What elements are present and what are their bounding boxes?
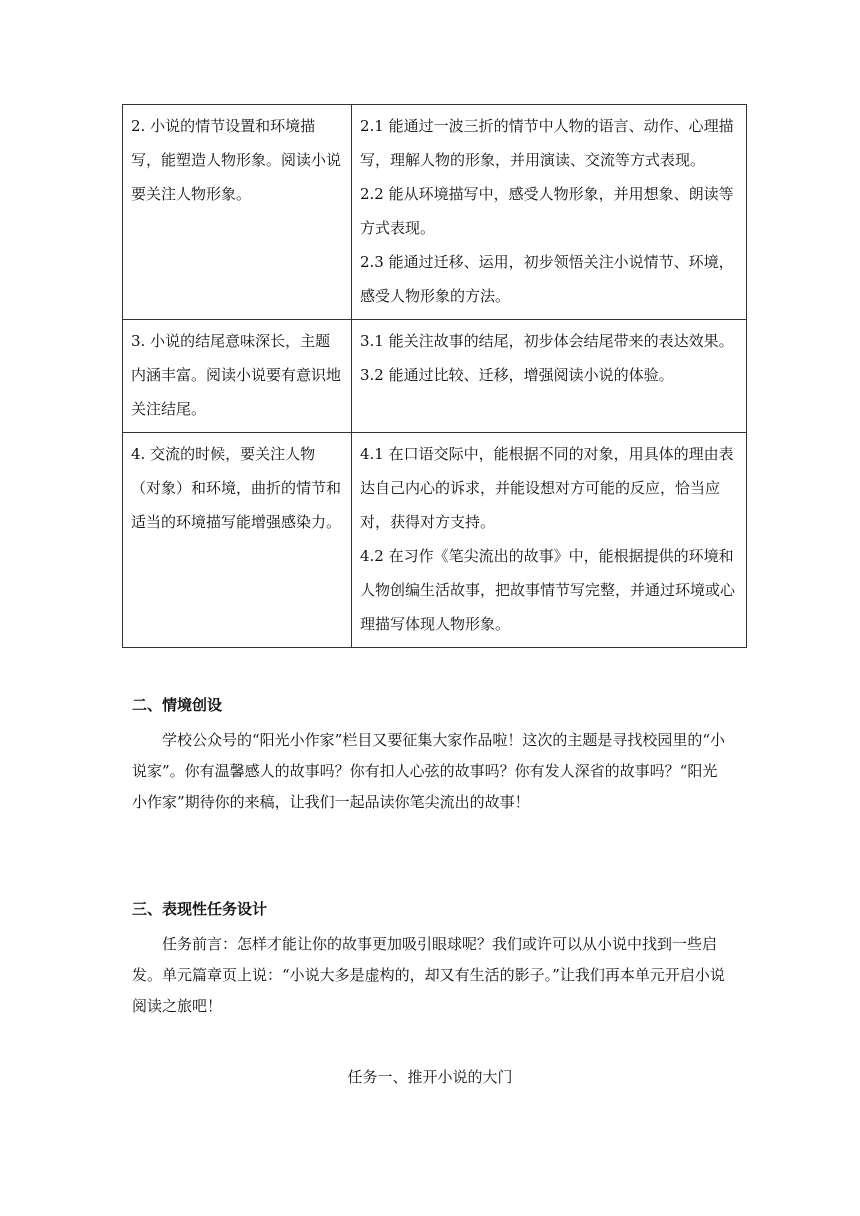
goal-item: 4.1 在口语交际中，能根据不同的对象，用具体的理由表达自己内心的诉求，并能设想对方可能的反应，恰当应对，获得对方支持。 xyxy=(360,445,734,531)
key-point-text: 4. 交流的时候，要关注人物（对象）和环境，曲折的情节和适当的环境描写能增强感染力。 xyxy=(131,445,342,531)
key-point-text: 2. 小说的情节设置和环境描写，能塑造人物形象。阅读小说要关注人物形象。 xyxy=(131,117,342,203)
learning-goals-table xyxy=(122,104,747,648)
table-row xyxy=(123,105,747,320)
goal-item: 4.2 在习作《笔尖流出的故事》中，能根据提供的环境和人物创编生活故事，把故事情节写完整，并通过环境或心理描写体现人物形象。 xyxy=(360,547,736,633)
section-heading-scenario: 二、情境创设 xyxy=(132,696,223,714)
key-point-cell xyxy=(123,320,352,433)
key-point-cell xyxy=(123,105,352,320)
goal-item: 2.3 能通过迁移、运用，初步领悟关注小说情节、环境，感受人物形象的方法。 xyxy=(360,253,734,305)
table-row xyxy=(123,320,747,433)
goal-item: 3.2 能通过比较、迁移，增强阅读小说的体验。 xyxy=(360,366,674,384)
table-row xyxy=(123,433,747,648)
key-point-text: 3. 小说的结尾意味深长，主题内涵丰富。阅读小说要有意识地关注结尾。 xyxy=(131,332,342,418)
goals-cell xyxy=(352,105,747,320)
goals-cell xyxy=(352,433,747,648)
key-point-cell xyxy=(123,433,352,648)
scenario-paragraph: 学校公众号的“阳光小作家”栏目又要征集大家作品啦！这次的主题是寻找校园里的“小说家”。你有温馨感人的故事吗？你有扣人心弦的故事吗？你有发人深省的故事吗？“阳光小作家”期待你的来稿，让我们一起品读你笔尖流出的故事！ xyxy=(132,731,726,811)
goal-item: 2.1 能通过一波三折的情节中人物的语言、动作、心理描写，理解人物的形象，并用演读、交流等方式表现。 xyxy=(360,117,734,169)
task-one-title: 任务一、推开小说的大门 xyxy=(347,1068,513,1086)
task-preface-paragraph: 任务前言：怎样才能让你的故事更加吸引眼球呢？我们或许可以从小说中找到一些启发。单元篇章页上说：“小说大多是虚构的，却又有生活的影子。”让我们再本单元开启小说阅读之旅吧！ xyxy=(132,935,725,1015)
section-heading-task-design: 三、表现性任务设计 xyxy=(132,900,268,918)
goal-item: 2.2 能从环境描写中，感受人物形象，并用想象、朗读等方式表现。 xyxy=(360,185,734,237)
goals-cell xyxy=(352,320,747,433)
goal-item: 3.1 能关注故事的结尾，初步体会结尾带来的表达效果。 xyxy=(360,332,734,350)
